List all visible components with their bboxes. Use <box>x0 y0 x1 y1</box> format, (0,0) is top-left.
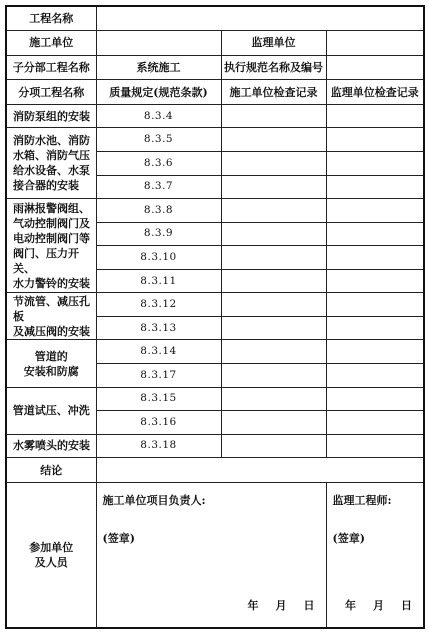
item-name-line: 管道试压、冲洗 <box>12 404 90 418</box>
construction-sign-date <box>248 598 316 613</box>
item-name-cell <box>6 387 96 434</box>
item-name-line: 接合器的安装 <box>13 179 79 193</box>
construction-check-cell[interactable] <box>221 222 326 246</box>
conclusion-value[interactable] <box>96 458 424 483</box>
month-label: 月 <box>373 598 386 612</box>
clause-cell: 8.3.7 <box>96 175 221 199</box>
participants-label-line: 参加单位 <box>29 540 74 554</box>
participants-label <box>6 482 96 628</box>
clause-cell: 8.3.11 <box>96 269 221 293</box>
construction-check-cell[interactable] <box>221 175 326 199</box>
clause-cell: 8.3.18 <box>96 434 221 458</box>
supervision-check-cell[interactable] <box>326 293 424 317</box>
item-name-cell <box>6 434 96 458</box>
supervision-check-cell[interactable] <box>326 340 424 364</box>
item-name-line: 水雾喷头的安装 <box>13 439 90 453</box>
supervision-check-cell[interactable] <box>326 269 424 293</box>
participants-label-line: 及人员 <box>34 555 68 569</box>
construction-sign-block <box>97 483 326 623</box>
clause-header: 质量规定(规范条款) <box>96 80 221 105</box>
supervision-check-cell[interactable] <box>326 104 424 128</box>
supervision-check-cell[interactable] <box>326 434 424 458</box>
item-name-line: 管道的 <box>34 349 68 363</box>
item-name-line: 节流管、减压孔板 <box>13 294 90 323</box>
clause-cell: 8.3.8 <box>96 199 221 223</box>
item-name-line: 消防泵组的安装 <box>13 109 90 123</box>
supervision-check-cell[interactable] <box>326 151 424 175</box>
supervision-check-cell[interactable] <box>326 246 424 270</box>
construction-check-cell[interactable] <box>221 434 326 458</box>
item-name-line: 安装和防腐 <box>23 364 79 378</box>
construction-check-header: 施工单位检查记录 <box>221 80 326 105</box>
conclusion-label: 结论 <box>6 458 96 483</box>
item-name-line: 给水设备、水泵 <box>13 164 90 178</box>
inspection-record-table <box>5 5 425 629</box>
item-name-line: 气动控制阀门及 <box>13 216 90 230</box>
construction-manager-label: 施工单位项目负责人: <box>102 493 206 507</box>
supervision-check-cell[interactable] <box>326 316 424 340</box>
clause-cell: 8.3.17 <box>96 364 221 388</box>
item-row <box>6 340 424 364</box>
item-name-cell <box>6 128 96 199</box>
subdivision-label: 子分部工程名称 <box>6 55 96 80</box>
item-row <box>6 104 424 128</box>
clause-cell: 8.3.15 <box>96 387 221 411</box>
units-row <box>6 31 424 56</box>
clause-cell: 8.3.4 <box>96 104 221 128</box>
item-row <box>6 128 424 152</box>
construction-check-cell[interactable] <box>221 269 326 293</box>
item-name-cell <box>6 340 96 387</box>
supervision-check-header: 监理单位检查记录 <box>326 80 424 105</box>
construction-check-cell[interactable] <box>221 411 326 435</box>
day-label: 日 <box>303 598 316 612</box>
item-name-line: 电动控制阀门等 <box>13 231 90 245</box>
project-name-value[interactable] <box>96 6 424 31</box>
supervision-check-cell[interactable] <box>326 128 424 152</box>
construction-check-cell[interactable] <box>221 340 326 364</box>
supervision-check-cell[interactable] <box>326 364 424 388</box>
construction-check-cell[interactable] <box>221 246 326 270</box>
clause-cell: 8.3.16 <box>96 411 221 435</box>
form-body <box>6 6 424 628</box>
conclusion-row <box>6 458 424 483</box>
supervision-sign-date <box>345 598 413 613</box>
year-label: 年 <box>345 598 358 612</box>
clause-cell: 8.3.9 <box>96 222 221 246</box>
item-name-line: 消防水池、消防 <box>13 134 90 148</box>
supervision-check-cell[interactable] <box>326 175 424 199</box>
clause-cell: 8.3.10 <box>96 246 221 270</box>
item-row <box>6 434 424 458</box>
supervision-sign-cell[interactable] <box>326 482 424 628</box>
construction-check-cell[interactable] <box>221 104 326 128</box>
standard-value[interactable] <box>326 55 424 80</box>
item-header: 分项工程名称 <box>6 80 96 105</box>
clause-cell: 8.3.5 <box>96 128 221 152</box>
construction-check-cell[interactable] <box>221 387 326 411</box>
column-header-row <box>6 80 424 105</box>
construction-check-cell[interactable] <box>221 364 326 388</box>
supervision-check-cell[interactable] <box>326 222 424 246</box>
supervision-unit-label: 监理单位 <box>221 31 326 56</box>
supervision-check-cell[interactable] <box>326 411 424 435</box>
supervision-sign-block <box>327 483 424 623</box>
item-name-line: 及减压阀的安装 <box>13 324 90 338</box>
construction-check-cell[interactable] <box>221 293 326 317</box>
standard-label: 执行规范名称及编号 <box>221 55 326 80</box>
construction-unit-label: 施工单位 <box>6 31 96 56</box>
item-name-cell <box>6 199 96 293</box>
day-label: 日 <box>401 598 414 612</box>
supervision-check-cell[interactable] <box>326 387 424 411</box>
project-name-row <box>6 6 424 31</box>
clause-cell: 8.3.6 <box>96 151 221 175</box>
supervision-unit-value[interactable] <box>326 31 424 56</box>
construction-sign-cell[interactable] <box>96 482 326 628</box>
subdivision-row <box>6 55 424 80</box>
supervision-engineer-label: 监理工程师: <box>332 493 392 507</box>
item-name-line: 阀门、压力开关、 <box>13 246 79 275</box>
project-name-label: 工程名称 <box>6 6 96 31</box>
item-row <box>6 199 424 223</box>
item-row <box>6 293 424 317</box>
construction-check-cell[interactable] <box>221 151 326 175</box>
item-row <box>6 387 424 411</box>
clause-cell: 8.3.13 <box>96 316 221 340</box>
construction-check-cell[interactable] <box>221 316 326 340</box>
supervision-check-cell[interactable] <box>326 199 424 223</box>
construction-stamp-label: (签章) <box>102 531 135 545</box>
item-name-cell <box>6 293 96 340</box>
construction-check-cell[interactable] <box>221 128 326 152</box>
item-name-cell <box>6 104 96 128</box>
construction-check-cell[interactable] <box>221 199 326 223</box>
clause-cell: 8.3.14 <box>96 340 221 364</box>
subdivision-value: 系统施工 <box>96 55 221 80</box>
supervision-stamp-label: (签章) <box>332 531 365 545</box>
month-label: 月 <box>275 598 288 612</box>
clause-cell: 8.3.12 <box>96 293 221 317</box>
item-name-line: 雨淋报警阀组、 <box>13 201 90 215</box>
item-name-line: 水力警铃的安装 <box>13 276 90 290</box>
item-name-line: 水箱、消防气压 <box>13 149 90 163</box>
year-label: 年 <box>247 598 260 612</box>
participants-row <box>6 482 424 628</box>
construction-unit-value[interactable] <box>96 31 221 56</box>
